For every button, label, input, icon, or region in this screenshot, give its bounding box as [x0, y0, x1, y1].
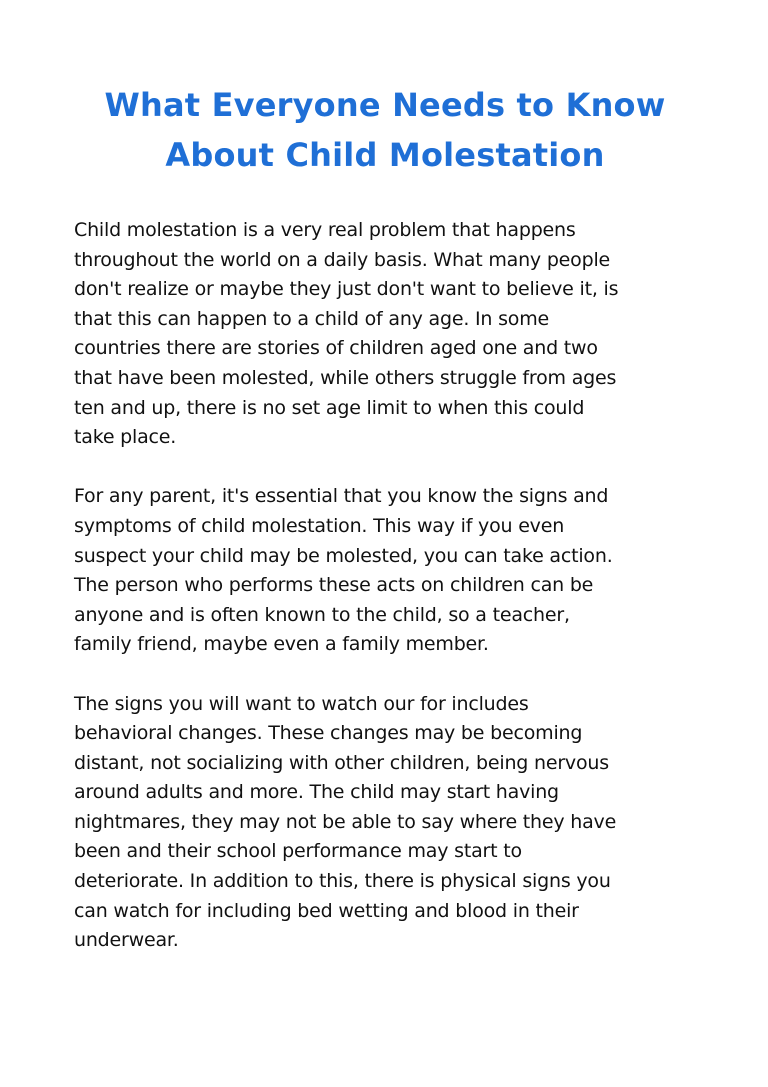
- text-line: take place.: [74, 426, 177, 449]
- page-title: [60, 80, 710, 180]
- title-line: What Everyone Needs to Know: [104, 86, 666, 124]
- text-line: For any parent, it's essential that you know the signs and: [74, 485, 609, 508]
- paragraph-3: [74, 690, 714, 956]
- text-line: Child molestation is a very real problem that happens: [74, 219, 576, 241]
- text-line: can watch for including bed wetting and blood in their: [74, 899, 579, 922]
- text-line: behavioral changes. These changes may be becoming: [74, 722, 583, 745]
- text-line: that this can happen to a child of any age. In some: [74, 307, 550, 330]
- text-line: suspect your child may be molested, you can take action.: [74, 544, 613, 567]
- title-line: About Child Molestation: [165, 136, 605, 174]
- text-line: deteriorate. In addition to this, there is physical signs you: [74, 870, 611, 893]
- text-line: The signs you will want to watch our for includes: [74, 692, 529, 715]
- text-line: family friend, maybe even a family member.: [74, 633, 489, 656]
- text-line: countries there are stories of children aged one and two: [74, 337, 598, 360]
- text-line: been and their school performance may start to: [74, 840, 522, 863]
- text-line: don't realize or maybe they just don't want to believe it, is: [74, 278, 619, 301]
- text-line: throughout the world on a daily basis. What many people: [74, 248, 611, 271]
- text-line: ten and up, there is no set age limit to when this could: [74, 396, 585, 419]
- text-line: symptoms of child molestation. This way if you even: [74, 514, 565, 537]
- text-line: that have been molested, while others struggle from ages: [74, 366, 617, 389]
- paragraph-2: [74, 482, 714, 660]
- text-line: around adults and more. The child may start having: [74, 781, 559, 804]
- paragraph-1: [74, 216, 714, 453]
- text-line: nightmares, they may not be able to say where they have: [74, 810, 617, 833]
- text-line: distant, not socializing with other children, being nervous: [74, 751, 609, 774]
- text-line: underwear.: [74, 929, 179, 952]
- text-line: anyone and is often known to the child, so a teacher,: [74, 603, 570, 626]
- document-body: [74, 216, 714, 985]
- text-line: The person who performs these acts on children can be: [74, 574, 594, 597]
